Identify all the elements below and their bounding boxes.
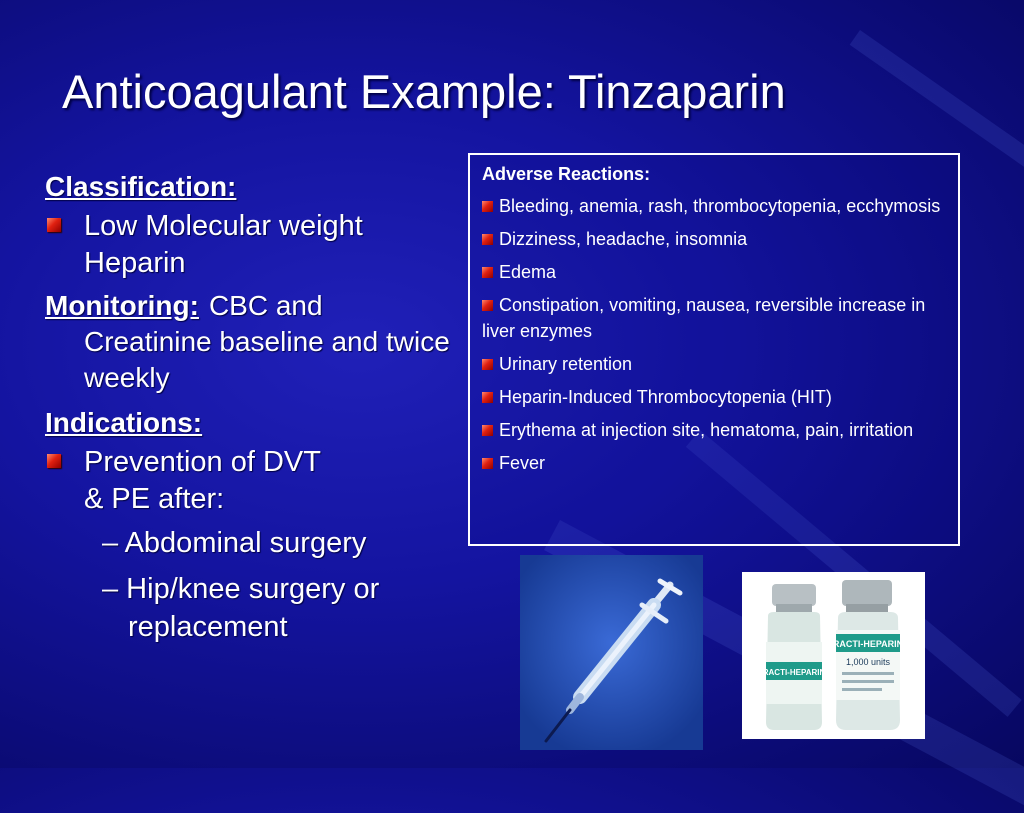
adverse-reaction-item: Constipation, vomiting, nausea, reversible increase in liver enzymes	[482, 295, 926, 341]
indications-item: Prevention of DVT & PE after:	[45, 444, 455, 518]
square-bullet-icon	[482, 359, 493, 370]
classification-item: Low Molecular weight Heparin	[45, 208, 455, 282]
adverse-reaction-item: Bleeding, anemia, rash, thrombocytopenia, ecchymosis	[482, 193, 948, 219]
vial-icon	[742, 572, 925, 739]
monitoring-line	[45, 288, 455, 396]
square-bullet-icon	[482, 425, 493, 436]
indications-heading: Indications:	[45, 407, 203, 438]
square-bullet-icon	[482, 267, 493, 278]
syringe-icon	[520, 555, 703, 750]
left-content	[45, 168, 455, 654]
vial-label-text: RACTI-HEPARIN	[832, 639, 904, 649]
classification-heading: Classification:	[45, 171, 237, 202]
adverse-reaction-item: Urinary retention	[482, 351, 948, 377]
indication-subitem: – Abdominal surgery	[102, 527, 367, 559]
square-bullet-icon	[482, 234, 493, 245]
adverse-reaction-item: Heparin-Induced Thrombocytopenia (HIT)	[482, 384, 948, 410]
vial-label-text: RACTI-HEPARIN	[762, 668, 826, 677]
square-bullet-icon	[482, 392, 493, 403]
monitoring-heading: Monitoring:	[45, 290, 199, 321]
square-bullet-icon	[47, 454, 61, 468]
syringe-image	[520, 555, 703, 750]
vial-units-text: 1,000 units	[845, 657, 891, 667]
slide-title: Anticoagulant Example: Tinzaparin	[62, 65, 786, 118]
square-bullet-icon	[482, 201, 493, 212]
heparin-vials-image	[742, 572, 925, 739]
square-bullet-icon	[47, 218, 61, 232]
adverse-reactions-heading: Adverse Reactions:	[482, 164, 651, 184]
adverse-reaction-item: Dizziness, headache, insomnia	[482, 226, 948, 252]
indication-subitem: – Hip/knee surgery or replacement	[102, 573, 380, 643]
square-bullet-icon	[482, 300, 493, 311]
square-bullet-icon	[482, 458, 493, 469]
adverse-reaction-item: Fever	[482, 450, 948, 476]
adverse-reaction-item: Erythema at injection site, hematoma, pain, irritation	[482, 417, 948, 443]
adverse-reactions-box	[468, 153, 960, 546]
monitoring-text: CBC and Creatinine baseline and twice weekly	[84, 290, 450, 393]
adverse-reaction-item: Edema	[482, 259, 948, 285]
